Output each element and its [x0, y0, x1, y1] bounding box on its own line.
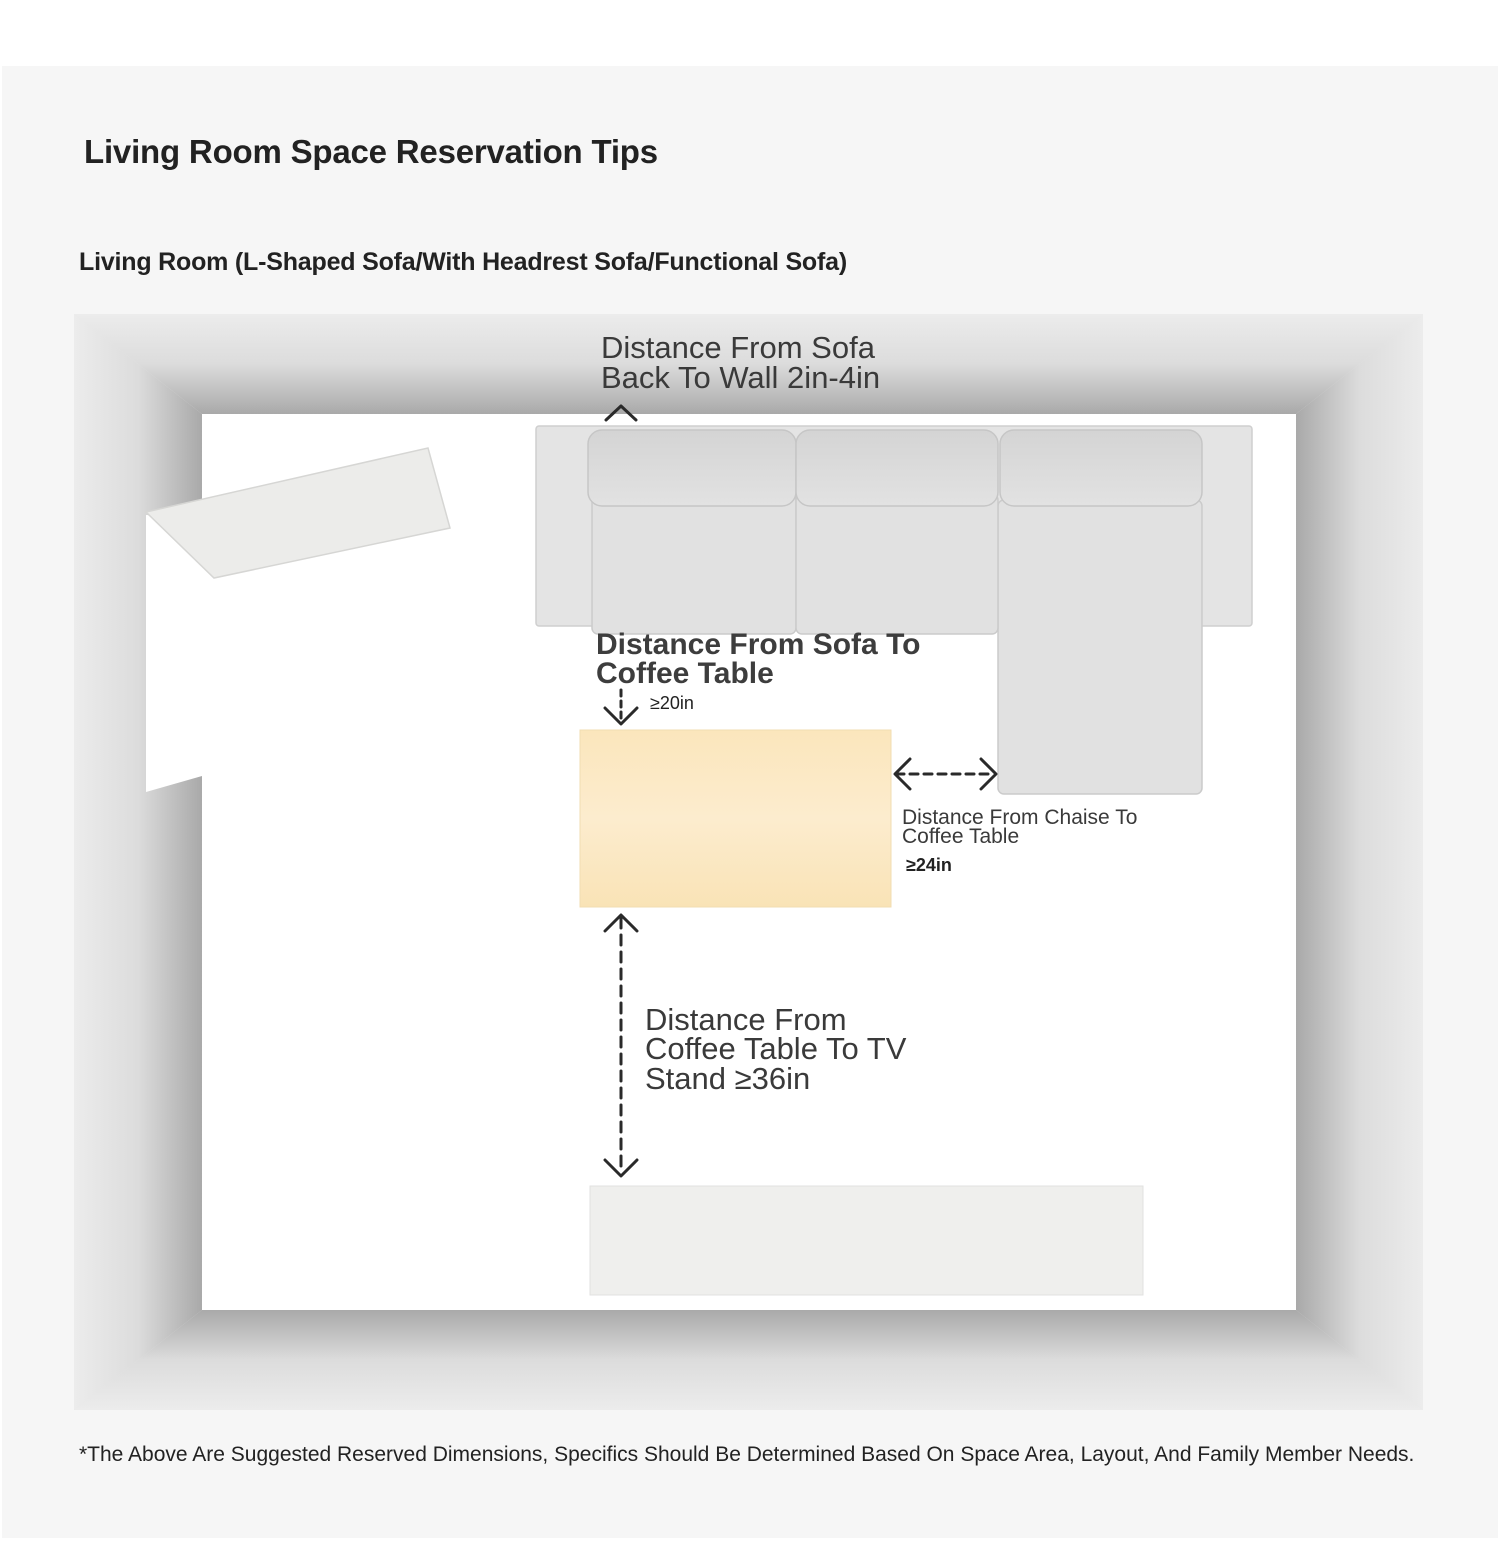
- diagram-subtitle: Living Room (L-Shaped Sofa/With Headrest Sofa/Functional Sofa): [79, 248, 847, 276]
- label-chaise-value: ≥24in: [906, 855, 952, 875]
- label-sofa-coffee-value: ≥20in: [650, 693, 694, 713]
- label-chaise-line-1: Distance From Chaise To: [902, 806, 1138, 829]
- label-tv-line-1: Distance From: [645, 1002, 847, 1037]
- label-sofa-back-line-2: Back To Wall 2in-4in: [601, 360, 881, 396]
- label-tv-line-3: Stand ≥36in: [645, 1060, 811, 1096]
- coffee-table: [580, 730, 891, 907]
- label-sofa-back-line-1: Distance From Sofa: [601, 330, 875, 365]
- label-chaise-to-coffee-table: [902, 806, 1138, 848]
- label-sofa-to-coffee-table: [596, 630, 921, 689]
- label-sofa-back-to-wall: [601, 330, 881, 396]
- label-tv-line-2: Coffee Table To TV: [645, 1031, 907, 1067]
- label-sofa-coffee-line-2: Coffee Table: [596, 657, 774, 691]
- tv-stand: [590, 1186, 1143, 1295]
- footnote: *The Above Are Suggested Reserved Dimensions, Specifics Should Be Determined Based On Space Area, Layout, And Family Member Needs.: [79, 1443, 1415, 1466]
- page-title: Living Room Space Reservation Tips: [84, 133, 658, 170]
- wall-left: [74, 314, 202, 1410]
- wall-bottom: [74, 1310, 1423, 1410]
- label-coffee-table-to-tv-stand: [645, 1002, 907, 1096]
- label-chaise-line-2: Coffee Table: [902, 824, 1020, 848]
- label-sofa-coffee-line-1: Distance From Sofa To: [596, 628, 921, 661]
- wall-right: [1296, 314, 1423, 1410]
